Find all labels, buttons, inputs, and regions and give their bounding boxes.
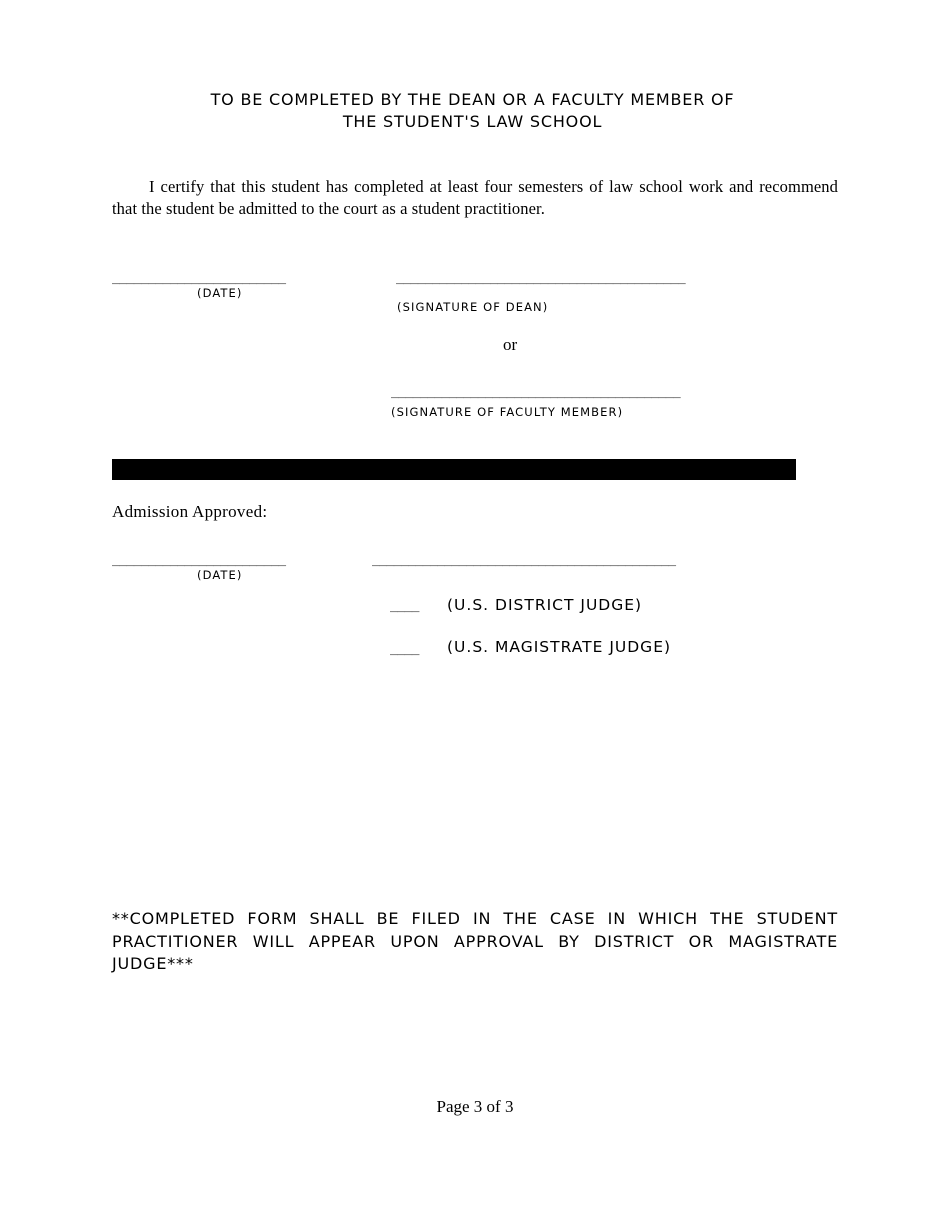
approval-date-label: (DATE) [197, 568, 243, 582]
approval-date-field[interactable]: ________________________ [112, 552, 286, 567]
admission-approved-title: Admission Approved: [112, 502, 268, 521]
page-number: Page 3 of 3 [436, 1097, 514, 1116]
magistrate-judge-label: (U.S. MAGISTRATE JUDGE) [447, 638, 672, 656]
faculty-signature-field[interactable]: ________________________________________ [391, 384, 681, 399]
form-heading-line-1: TO BE COMPLETED BY THE DEAN OR A FACULTY MEMBER OF [210, 90, 735, 109]
filing-footnote: **COMPLETED FORM SHALL BE FILED IN THE CASE IN WHICH THE STUDENT PRACTITIONER WILL APPEAR UPON APPROVAL BY DISTRICT OR MAGISTRATE JUDGE*** [112, 909, 838, 973]
magistrate-judge-checkbox[interactable]: ____ [390, 641, 419, 656]
section-divider-bar [112, 459, 796, 480]
or-separator: or [503, 335, 518, 354]
district-judge-label: (U.S. DISTRICT JUDGE) [447, 596, 643, 614]
faculty-signature-label: (SIGNATURE OF FACULTY MEMBER) [391, 405, 624, 419]
judge-signature-field[interactable]: __________________________________________ [372, 552, 676, 567]
form-heading-line-2: THE STUDENT'S LAW SCHOOL [342, 112, 603, 131]
district-judge-checkbox[interactable]: ____ [390, 598, 419, 613]
dean-signature-label: (SIGNATURE OF DEAN) [397, 300, 549, 314]
certification-statement: I certify that this student has completed at least four semesters of law school work and recommend that the student be admitted to the court as a student practitioner. [112, 177, 838, 218]
dean-signature-field[interactable]: ________________________________________ [396, 270, 686, 285]
dean-date-label: (DATE) [197, 286, 243, 300]
dean-date-field[interactable]: ________________________ [112, 270, 286, 285]
